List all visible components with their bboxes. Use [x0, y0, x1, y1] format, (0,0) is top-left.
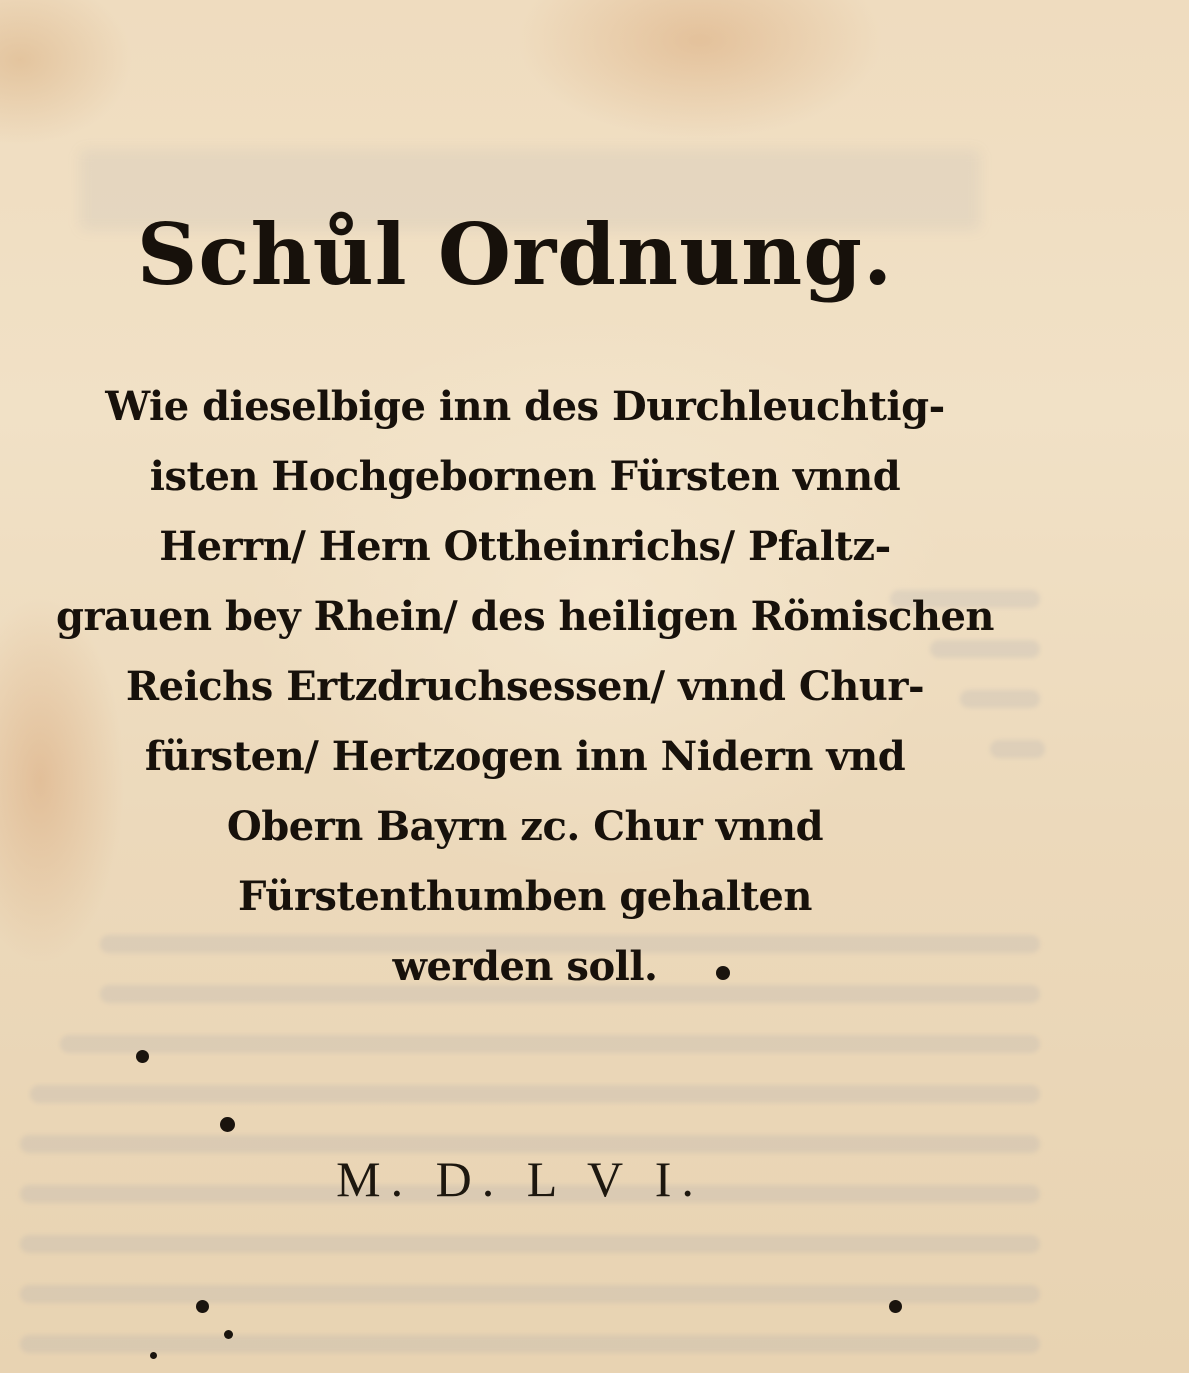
ink-dot: [224, 1330, 233, 1339]
subtitle-line: Fürstenthumben gehalten: [238, 873, 812, 920]
subtitle-line: fürsten/ Hertzogen inn Nidern vnd: [144, 733, 906, 780]
ink-dot: [220, 1117, 235, 1132]
ink-dot: [150, 1352, 157, 1359]
subtitle-block: [20, 372, 1030, 1002]
subtitle-line: werden soll.: [392, 943, 658, 990]
subtitle-line: grauen bey Rhein/ des heiligen Römischen: [55, 593, 994, 640]
subtitle-line: Wie dieselbige inn des Durchleuchtig-: [105, 383, 945, 430]
subtitle-line: isten Hochgebornen Fürsten vnnd: [149, 453, 901, 500]
subtitle-line: Obern Bayrn zc. Chur vnnd: [226, 803, 824, 850]
ink-dot: [716, 966, 730, 980]
subtitle-line: Herrn/ Hern Ottheinrichs/ Pfaltz-: [159, 523, 891, 570]
subtitle-line: Reichs Ertzdruchsessen/ vnnd Chur-: [125, 663, 925, 710]
ink-dot: [136, 1050, 149, 1063]
page-title: Schůl Ordnung.: [136, 205, 894, 304]
imprint-date: M. D. L V I.: [336, 1151, 704, 1207]
ink-dot: [196, 1300, 209, 1313]
ink-dot: [889, 1300, 902, 1313]
